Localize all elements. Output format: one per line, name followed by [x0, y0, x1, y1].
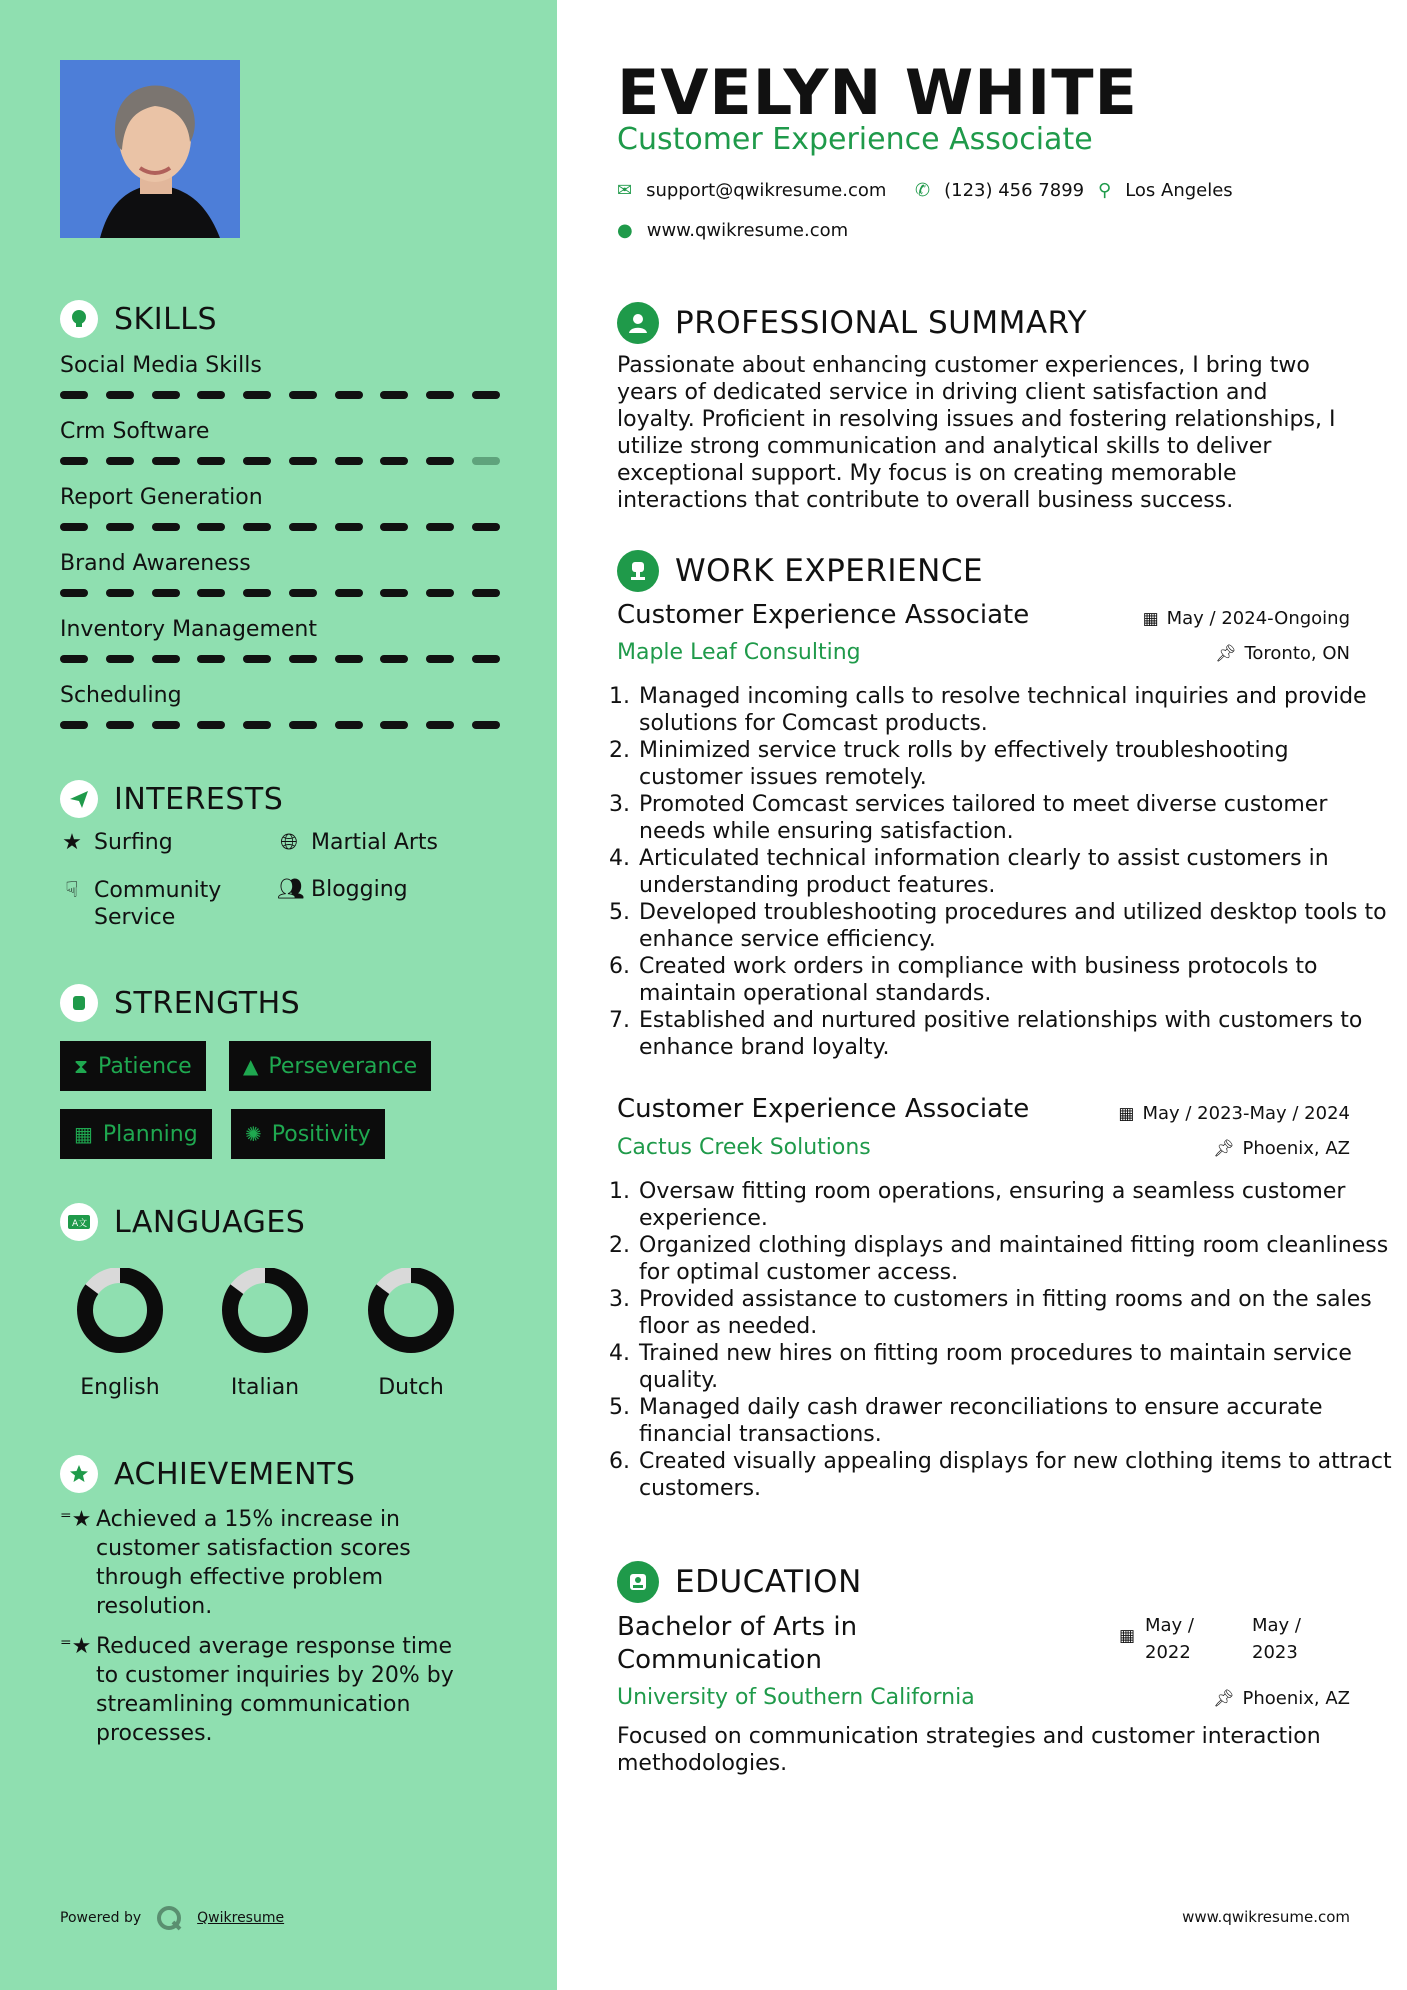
- skill-level-bar: [60, 391, 500, 401]
- strength-tag: [229, 1041, 431, 1091]
- job-company: Maple Leaf Consulting: [617, 640, 861, 665]
- skill-label: Social Media Skills: [60, 353, 262, 378]
- skill-level-segment: [243, 391, 271, 399]
- summary-title: PROFESSIONAL SUMMARY: [675, 305, 1088, 341]
- education-location: [1213, 1688, 1350, 1709]
- language-icon: [60, 1203, 98, 1241]
- qwikresume-logo-icon: [155, 1904, 183, 1932]
- skill-level-segment: [197, 589, 225, 597]
- strength-label: Positivity: [271, 1121, 371, 1147]
- strength-label: Perseverance: [268, 1053, 418, 1079]
- interest-item: [60, 830, 173, 855]
- skill-level-segment: [152, 721, 180, 729]
- education-start: [1145, 1612, 1194, 1666]
- language-label: Dutch: [378, 1375, 444, 1400]
- job-bullet: 1. Managed incoming calls to resolve technical inquiries and provide solutions for Comcast products.: [637, 683, 1397, 737]
- skill-level-segment: [197, 655, 225, 663]
- phone-contact[interactable]: [915, 180, 1084, 201]
- globe-icon: ●: [617, 220, 633, 241]
- skill-label: Crm Software: [60, 419, 210, 444]
- job-dates: [1118, 1103, 1350, 1124]
- globe-icon: 🌐︎: [280, 830, 298, 855]
- achievement-text: Achieved a 15% increase in customer satisfaction scores through effective problem resolution.: [96, 1507, 411, 1619]
- skill-level-segment: [426, 589, 454, 597]
- skill-level-segment: [472, 655, 500, 663]
- interest-item: [60, 877, 250, 931]
- skill-level-segment: [243, 589, 271, 597]
- education-end: [1252, 1612, 1301, 1666]
- skill-level-segment: [152, 391, 180, 399]
- job-bullet: 6. Created visually appealing displays for new clothing items to attract customers.: [637, 1448, 1397, 1502]
- skill-level-bar: [60, 589, 500, 599]
- phone-icon: ✆: [915, 180, 931, 201]
- skill-level-segment: [243, 655, 271, 663]
- degree-title: [617, 1611, 857, 1677]
- strength-tag: [60, 1041, 206, 1091]
- candidate-name: EVELYN WHITE: [617, 56, 1138, 129]
- skill-level-segment: [60, 391, 88, 399]
- skill-level-segment: [197, 391, 225, 399]
- education-end-line: May /: [1252, 1615, 1301, 1636]
- summary-text: Passionate about enhancing customer experiences, I bring two years of dedicated service in driving client satisfaction and loyalty. Proficient in resolving issues and fostering relationships, I utilize strong communication and analytical skills to deliver exceptional support. My focus is on creating memorable interactions that contribute to overall business success.: [617, 353, 1336, 513]
- job-title: Customer Experience Associate: [617, 1094, 1030, 1124]
- shooting-star-icon: ⁼★: [60, 1507, 92, 1532]
- skill-level-bar: [60, 721, 500, 731]
- skill-level-segment: [335, 655, 363, 663]
- achievement-item: [60, 1505, 480, 1621]
- experience-title: WORK EXPERIENCE: [675, 553, 984, 589]
- office-chair-icon: [617, 550, 659, 592]
- skill-level-segment: [380, 523, 408, 531]
- job-bullets: [607, 683, 1397, 1061]
- sidebar: [0, 0, 557, 1990]
- skill-label: Scheduling: [60, 683, 182, 708]
- skill-label: Inventory Management: [60, 617, 317, 642]
- skill-level-segment: [335, 589, 363, 597]
- job-bullet: 5. Developed troubleshooting procedures and utilized desktop tools to enhance service efficiency.: [637, 899, 1397, 953]
- job-bullet: 3. Provided assistance to customers in fitting rooms and on the sales floor as needed.: [637, 1286, 1397, 1340]
- skills-header: [60, 300, 217, 338]
- hourglass-icon: ⧗: [74, 1054, 89, 1078]
- svg-text:A文: A文: [72, 1219, 88, 1229]
- pin-icon: 📌︎: [1212, 1138, 1235, 1159]
- portrait-image: [60, 60, 240, 238]
- education-start-line: 2022: [1145, 1642, 1191, 1663]
- skill-level-segment: [197, 523, 225, 531]
- skill-level-segment: [60, 721, 88, 729]
- languages-title: LANGUAGES: [114, 1204, 306, 1240]
- calendar-icon: ▦: [1142, 608, 1159, 629]
- job-bullet: 3. Promoted Comcast services tailored to meet diverse customer needs while ensuring satisfaction.: [637, 791, 1397, 845]
- handshake-icon: ☟: [65, 878, 79, 903]
- education-start-line: May /: [1145, 1615, 1194, 1636]
- skill-level-segment: [335, 391, 363, 399]
- skill-level-segment: [106, 589, 134, 597]
- skill-level-segment: [243, 523, 271, 531]
- skill-level-segment: [289, 457, 317, 465]
- interest-label: Community Service: [94, 878, 222, 930]
- skill-level-bar: [60, 655, 500, 665]
- road-icon: ▲: [243, 1054, 259, 1078]
- skill-level-segment: [152, 457, 180, 465]
- location-contact: [1098, 180, 1233, 201]
- degree-line: Communication: [617, 1645, 822, 1675]
- skill-level-segment: [380, 655, 408, 663]
- skill-level-segment: [106, 523, 134, 531]
- calendar-icon: ▦: [1118, 1103, 1135, 1124]
- powered-label: Powered by: [60, 1910, 142, 1926]
- skill-level-segment: [197, 457, 225, 465]
- strengths-title: STRENGTHS: [114, 985, 301, 1021]
- job-bullet: 2. Minimized service truck rolls by effectively troubleshooting customer issues remotely.: [637, 737, 1397, 791]
- sun-icon: ✺: [245, 1122, 262, 1146]
- skill-level-segment: [380, 457, 408, 465]
- skill-level-segment: [289, 391, 317, 399]
- job-dates-text: May / 2023-May / 2024: [1142, 1103, 1350, 1124]
- interest-item: [277, 877, 408, 902]
- education-location-text: Phoenix, AZ: [1242, 1688, 1350, 1709]
- education-title: EDUCATION: [675, 1564, 862, 1600]
- job-bullet: 4. Trained new hires on fitting room procedures to maintain service quality.: [637, 1340, 1397, 1394]
- profile-photo: [60, 60, 240, 238]
- skill-level-segment: [289, 655, 317, 663]
- skill-level-segment: [289, 589, 317, 597]
- summary-header: [617, 302, 1087, 344]
- pin-icon: 📌︎: [1212, 1688, 1235, 1709]
- skill-level-segment: [60, 655, 88, 663]
- lightbulb-icon: [60, 300, 98, 338]
- skill-level-segment: [380, 589, 408, 597]
- strengths-header: [60, 984, 300, 1022]
- achievements-title: ACHIEVEMENTS: [114, 1456, 356, 1492]
- skill-level-segment: [426, 523, 454, 531]
- fist-icon: [60, 984, 98, 1022]
- skill-level-segment: [197, 721, 225, 729]
- job-bullet: 2. Organized clothing displays and maintained fitting room cleanliness for optimal customer access.: [637, 1232, 1397, 1286]
- footer-url[interactable]: www.qwikresume.com: [1182, 1908, 1350, 1926]
- skill-label: Report Generation: [60, 485, 263, 510]
- calendar-icon: ▦: [1119, 1626, 1136, 1646]
- skill-level-bar: [60, 457, 500, 467]
- skill-level-segment: [60, 457, 88, 465]
- interest-label: Surfing: [94, 830, 173, 855]
- job-bullets: [607, 1178, 1397, 1502]
- language-donuts: [60, 1268, 480, 1368]
- skill-level-segment: [335, 721, 363, 729]
- pin-icon: 📌︎: [1214, 643, 1237, 664]
- skill-level-segment: [380, 721, 408, 729]
- skill-level-segment: [289, 523, 317, 531]
- achievement-item: [60, 1632, 480, 1748]
- skill-level-segment: [335, 523, 363, 531]
- education-description: Focused on communication strategies and customer interaction methodologies.: [617, 1724, 1321, 1776]
- trophy-star-icon: [60, 1455, 98, 1493]
- email-text: support@qwikresume.com: [646, 180, 887, 201]
- skill-level-segment: [243, 721, 271, 729]
- strength-tag: [231, 1109, 385, 1159]
- star-icon: ★: [62, 830, 82, 855]
- skill-level-segment: [426, 655, 454, 663]
- strength-label: Patience: [98, 1053, 192, 1079]
- skill-level-bar: [60, 523, 500, 533]
- skill-level-segment: [426, 391, 454, 399]
- language-label: Italian: [230, 1375, 300, 1400]
- candidate-role: Customer Experience Associate: [617, 122, 1093, 157]
- interest-label: Martial Arts: [311, 830, 439, 855]
- skill-level-segment: [106, 391, 134, 399]
- skill-level-segment: [152, 523, 180, 531]
- powered-by: [60, 1904, 284, 1932]
- skill-level-segment: [106, 655, 134, 663]
- skills-title: SKILLS: [114, 301, 218, 337]
- users-icon: 👥︎: [277, 877, 305, 902]
- achievement-text: Reduced average response time to customer inquiries by 20% by streamlining communication processes.: [96, 1634, 454, 1746]
- language-label: English: [80, 1375, 160, 1400]
- skill-level-segment: [426, 457, 454, 465]
- skill-level-segment: [380, 391, 408, 399]
- skill-level-segment: [243, 457, 271, 465]
- email-contact[interactable]: [617, 180, 886, 201]
- job-bullet: 4. Articulated technical information clearly to assist customers in understanding product features.: [637, 845, 1397, 899]
- job-location-text: Toronto, ON: [1244, 643, 1350, 664]
- calendar-icon: ▦: [74, 1122, 93, 1146]
- skill-level-segment: [152, 589, 180, 597]
- strength-tag: [60, 1109, 212, 1159]
- job-title: Customer Experience Associate: [617, 600, 1030, 630]
- languages-header: [60, 1203, 305, 1241]
- user-icon: [617, 302, 659, 344]
- job-dates: [1143, 608, 1350, 629]
- interest-label: Blogging: [311, 877, 408, 902]
- skill-level-segment: [472, 391, 500, 399]
- experience-header: [617, 550, 983, 592]
- shooting-star-icon: ⁼★: [60, 1634, 92, 1659]
- qwikresume-link[interactable]: Qwikresume: [197, 1910, 285, 1926]
- interests-title: INTERESTS: [114, 781, 284, 817]
- skill-level-segment: [106, 457, 134, 465]
- interest-item: [277, 830, 438, 855]
- paper-plane-icon: [60, 780, 98, 818]
- job-bullet: 5. Managed daily cash drawer reconciliations to ensure accurate financial transactions.: [637, 1394, 1397, 1448]
- phone-text: (123) 456 7899: [944, 180, 1085, 201]
- achievements-header: [60, 1455, 355, 1493]
- main-content: [557, 0, 1407, 1990]
- skill-level-segment: [106, 721, 134, 729]
- skill-level-segment: [289, 721, 317, 729]
- job-bullet: 7. Established and nurtured positive relationships with customers to enhance brand loyalty.: [637, 1007, 1397, 1061]
- website-contact[interactable]: [617, 220, 848, 241]
- skill-level-segment: [426, 721, 454, 729]
- job-bullet: 1. Oversaw fitting room operations, ensuring a seamless customer experience.: [637, 1178, 1397, 1232]
- location-text: Los Angeles: [1125, 180, 1233, 201]
- skill-level-segment: [60, 523, 88, 531]
- job-location: [1213, 1138, 1350, 1159]
- job-bullet: 6. Created work orders in compliance with business protocols to maintain operational standards.: [637, 953, 1397, 1007]
- strength-label: Planning: [102, 1121, 198, 1147]
- skill-level-segment: [60, 589, 88, 597]
- job-dates-text: May / 2024-Ongoing: [1166, 608, 1350, 629]
- job-company: Cactus Creek Solutions: [617, 1135, 871, 1160]
- education-end-line: 2023: [1252, 1642, 1298, 1663]
- school-name: University of Southern California: [617, 1685, 975, 1710]
- job-location-text: Phoenix, AZ: [1242, 1138, 1350, 1159]
- degree-line: Bachelor of Arts in: [617, 1612, 858, 1642]
- job-location: [1215, 643, 1350, 664]
- envelope-icon: ✉: [617, 180, 633, 201]
- skill-level-segment: [472, 589, 500, 597]
- skill-level-segment: [472, 457, 500, 465]
- skill-level-segment: [472, 523, 500, 531]
- skill-level-segment: [152, 655, 180, 663]
- skill-label: Brand Awareness: [60, 551, 251, 576]
- map-pin-icon: ⚲: [1098, 180, 1112, 201]
- interests-header: [60, 780, 283, 818]
- education-header: [617, 1561, 862, 1603]
- website-text: www.qwikresume.com: [646, 220, 849, 241]
- skill-level-segment: [472, 721, 500, 729]
- skill-level-segment: [335, 457, 363, 465]
- graduate-icon: [617, 1561, 659, 1603]
